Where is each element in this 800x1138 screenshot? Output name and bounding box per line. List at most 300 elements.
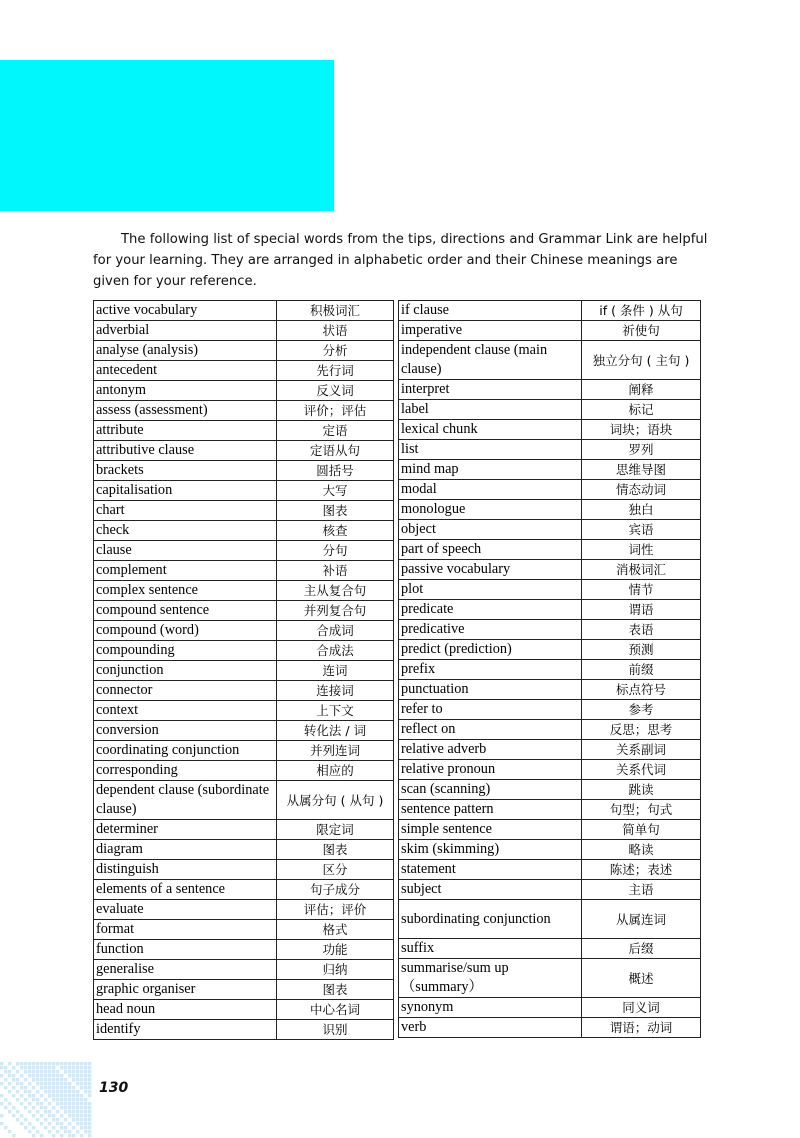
pixel-square [32,1062,35,1065]
table-row [94,661,394,681]
pixel-square [28,1074,31,1077]
table-row [94,960,394,980]
pixel-square [24,1062,27,1065]
term-chinese: 补语 [277,561,394,581]
pixel-square [0,1102,3,1105]
table-row [94,701,394,721]
pixel-square [88,1110,91,1113]
table-row [399,460,701,480]
pixel-square [20,1102,23,1105]
term-chinese: 阐释 [582,380,701,400]
pixel-square [44,1074,47,1077]
pixel-square [12,1114,15,1117]
pixel-square [76,1130,79,1133]
pixel-square [76,1094,79,1097]
pixel-square [76,1102,79,1105]
pixel-square [76,1106,79,1109]
term-chinese: 限定词 [277,820,394,840]
pixel-square [76,1098,79,1101]
pixel-square [12,1078,15,1081]
pixel-square [48,1130,51,1133]
term-chinese: 标记 [582,400,701,420]
pixel-square [56,1110,59,1113]
table-row [94,781,394,820]
pixel-square [0,1082,3,1085]
pixel-square [24,1090,27,1093]
pixel-square [68,1062,71,1065]
pixel-square [76,1118,79,1121]
pixel-square [44,1086,47,1089]
term-english: interpret [399,380,582,400]
term-chinese: 分句 [277,541,394,561]
term-english: complement [94,561,277,581]
table-row [94,860,394,880]
pixel-square [64,1130,67,1133]
pixel-square [84,1074,87,1077]
table-row [399,560,701,580]
term-chinese: 连词 [277,661,394,681]
pixel-square [88,1130,91,1133]
pixel-square [84,1070,87,1073]
term-english: adverbial [94,321,277,341]
pixel-square [52,1062,55,1065]
pixel-square [12,1106,15,1109]
term-english: summarise/sum up （summary） [399,959,582,998]
term-chinese: 概述 [582,959,701,998]
pixel-square [36,1062,39,1065]
pixel-square [0,1122,3,1125]
pixel-square [40,1070,43,1073]
pixel-square [76,1110,79,1113]
pixel-square [16,1098,19,1101]
term-english: elements of a sentence [94,880,277,900]
table-row [94,880,394,900]
pixel-square [64,1118,67,1121]
pixel-square [84,1126,87,1129]
term-chinese: 功能 [277,940,394,960]
pixel-square [88,1094,91,1097]
pixel-square [68,1070,71,1073]
pixel-square [40,1082,43,1085]
pixel-square [56,1078,59,1081]
pixel-square [68,1098,71,1101]
table-row [94,401,394,421]
term-chinese: 预测 [582,640,701,660]
intro-text: The following list of special words from the tips, directions and Grammar Link are helpful for your learning. They are arranged in alphabetic order and their Chinese meanings are given for your reference. [93,232,708,289]
pixel-square [16,1082,19,1085]
pixel-square [72,1074,75,1077]
table-row [94,761,394,781]
term-chinese: 图表 [277,840,394,860]
pixel-square [44,1078,47,1081]
pixel-square [44,1062,47,1065]
pixel-square [0,1062,3,1065]
table-row [399,820,701,840]
term-english: context [94,701,277,721]
term-chinese: 从属分句 ( 从句 ) [277,781,394,820]
pixel-square [88,1078,91,1081]
table-row [399,400,701,420]
term-english: compounding [94,641,277,661]
pixel-square [88,1090,91,1093]
term-english: independent clause (main clause) [399,341,582,380]
term-english: generalise [94,960,277,980]
pixel-square [28,1082,31,1085]
pixel-square [84,1086,87,1089]
pixel-square [72,1118,75,1121]
pixel-square [72,1102,75,1105]
term-english: active vocabulary [94,301,277,321]
pixel-square [60,1090,63,1093]
term-english: diagram [94,840,277,860]
term-chinese: 先行词 [277,361,394,381]
table-row [399,640,701,660]
pixel-square [88,1114,91,1117]
table-row [399,660,701,680]
pixel-square [44,1106,47,1109]
term-english: suffix [399,939,582,959]
pixel-square [64,1090,67,1093]
pixel-square [72,1094,75,1097]
table-row [399,900,701,939]
pixel-square [60,1126,63,1129]
term-chinese: 同义词 [582,998,701,1018]
term-chinese: 图表 [277,501,394,521]
pixel-square [72,1066,75,1069]
pixel-pattern-decoration [0,1062,92,1138]
pixel-square [44,1090,47,1093]
pixel-square [52,1082,55,1085]
pixel-square [56,1094,59,1097]
table-row [94,641,394,661]
pixel-square [76,1090,79,1093]
table-row [399,680,701,700]
term-english: graphic organiser [94,980,277,1000]
pixel-square [24,1070,27,1073]
pixel-square [76,1062,79,1065]
table-row [94,441,394,461]
pixel-square [88,1062,91,1065]
table-row [399,480,701,500]
pixel-square [28,1130,31,1133]
table-row [94,561,394,581]
term-english: brackets [94,461,277,481]
table-row [399,420,701,440]
pixel-square [4,1126,7,1129]
table-row [94,541,394,561]
pixel-square [32,1070,35,1073]
pixel-square [16,1078,19,1081]
pixel-square [24,1086,27,1089]
pixel-square [8,1110,11,1113]
pixel-square [72,1062,75,1065]
term-english: subordinating conjunction [399,900,582,939]
pixel-square [24,1118,27,1121]
pixel-square [76,1114,79,1117]
term-english: determiner [94,820,277,840]
pixel-square [8,1130,11,1133]
pixel-square [88,1106,91,1109]
term-chinese: 主从复合句 [277,581,394,601]
term-english: assess (assessment) [94,401,277,421]
pixel-square [56,1102,59,1105]
term-english: verb [399,1018,582,1038]
pixel-square [60,1086,63,1089]
table-row [94,521,394,541]
table-row [94,940,394,960]
pixel-square [60,1098,63,1101]
table-row [94,421,394,441]
pixel-square [52,1090,55,1093]
pixel-square [72,1106,75,1109]
term-english: reflect on [399,720,582,740]
table-row [94,721,394,741]
pixel-square [64,1066,67,1069]
pixel-square [60,1102,63,1105]
term-chinese: 合成法 [277,641,394,661]
term-chinese: 核查 [277,521,394,541]
pixel-square [88,1126,91,1129]
pixel-square [88,1070,91,1073]
table-row [399,540,701,560]
pixel-square [72,1134,75,1137]
pixel-square [36,1110,39,1113]
pixel-square [4,1070,7,1073]
term-chinese: 简单句 [582,820,701,840]
pixel-square [40,1062,43,1065]
table-row [94,501,394,521]
term-english: chart [94,501,277,521]
pixel-square [76,1122,79,1125]
pixel-square [68,1110,71,1113]
term-chinese: 评价；评估 [277,401,394,421]
pixel-square [88,1118,91,1121]
pixel-square [80,1066,83,1069]
term-chinese: 谓语；动词 [582,1018,701,1038]
pixel-square [48,1122,51,1125]
term-english: format [94,920,277,940]
pixel-square [4,1078,7,1081]
term-english: modal [399,480,582,500]
pixel-square [72,1070,75,1073]
term-chinese: 关系副词 [582,740,701,760]
pixel-square [52,1086,55,1089]
pixel-square [16,1070,19,1073]
pixel-square [20,1074,23,1077]
term-english: function [94,940,277,960]
term-english: synonym [399,998,582,1018]
term-chinese: 祈使句 [582,321,701,341]
pixel-square [16,1110,19,1113]
pixel-square [48,1078,51,1081]
vocabulary-table-left [93,300,394,1040]
term-chinese: 圆括号 [277,461,394,481]
term-chinese: 罗列 [582,440,701,460]
pixel-square [36,1102,39,1105]
term-english: statement [399,860,582,880]
pixel-square [68,1082,71,1085]
term-english: simple sentence [399,820,582,840]
term-chinese: 独立分句 ( 主句 ) [582,341,701,380]
pixel-square [48,1066,51,1069]
term-english: relative pronoun [399,760,582,780]
term-chinese: 并列连词 [277,741,394,761]
pixel-square [32,1114,35,1117]
pixel-square [52,1134,55,1137]
pixel-square [60,1134,63,1137]
table-row [399,860,701,880]
term-chinese: 转化法 / 词 [277,721,394,741]
pixel-square [28,1062,31,1065]
pixel-square [12,1094,15,1097]
term-chinese: 句型；句式 [582,800,701,820]
term-chinese: if ( 条件 ) 从句 [582,301,701,321]
table-row [94,461,394,481]
term-chinese: 谓语 [582,600,701,620]
pixel-square [32,1134,35,1137]
pixel-square [20,1062,23,1065]
pixel-square [72,1110,75,1113]
pixel-square [32,1086,35,1089]
pixel-square [48,1090,51,1093]
table-row [399,700,701,720]
pixel-square [80,1114,83,1117]
table-row [399,321,701,341]
pixel-square [68,1086,71,1089]
table-row [399,620,701,640]
table-row [399,380,701,400]
term-chinese: 分析 [277,341,394,361]
pixel-square [64,1102,67,1105]
pixel-square [40,1074,43,1077]
pixel-square [0,1114,3,1117]
pixel-square [44,1110,47,1113]
term-english: punctuation [399,680,582,700]
table-row [94,900,394,920]
pixel-square [84,1078,87,1081]
term-chinese: 情节 [582,580,701,600]
term-english: antonym [94,381,277,401]
pixel-square [8,1090,11,1093]
pixel-square [48,1114,51,1117]
pixel-square [48,1102,51,1105]
term-chinese: 参考 [582,700,701,720]
pixel-square [36,1090,39,1093]
pixel-square [40,1106,43,1109]
pixel-square [44,1082,47,1085]
pixel-square [76,1070,79,1073]
pixel-square [36,1074,39,1077]
term-chinese: 相应的 [277,761,394,781]
pixel-square [84,1130,87,1133]
pixel-square [80,1118,83,1121]
table-row [94,1020,394,1040]
table-row [94,481,394,501]
table-row [399,740,701,760]
pixel-square [44,1126,47,1129]
pixel-square [80,1102,83,1105]
pixel-square [40,1114,43,1117]
pixel-square [40,1102,43,1105]
pixel-square [56,1086,59,1089]
term-chinese: 从属连词 [582,900,701,939]
term-chinese: 积极词汇 [277,301,394,321]
pixel-square [80,1126,83,1129]
pixel-square [0,1074,3,1077]
pixel-square [68,1074,71,1077]
table-row [94,840,394,860]
pixel-square [16,1062,19,1065]
term-english: refer to [399,700,582,720]
term-chinese: 图表 [277,980,394,1000]
table-row [94,581,394,601]
term-english: part of speech [399,540,582,560]
table-row [399,500,701,520]
pixel-square [76,1074,79,1077]
vocabulary-table-left-body [94,301,394,1040]
term-chinese: 宾语 [582,520,701,540]
pixel-square [28,1070,31,1073]
term-chinese: 合成词 [277,621,394,641]
pixel-square [80,1082,83,1085]
pixel-square [8,1082,11,1085]
pixel-square [8,1070,11,1073]
term-english: analyse (analysis) [94,341,277,361]
pixel-square [64,1110,67,1113]
pixel-square [52,1126,55,1129]
pixel-square [24,1126,27,1129]
pixel-square [56,1122,59,1125]
table-row [399,840,701,860]
pixel-square [68,1094,71,1097]
table-row [399,780,701,800]
table-row [94,621,394,641]
pixel-square [4,1086,7,1089]
term-english: complex sentence [94,581,277,601]
table-row [94,341,394,361]
pixel-square [48,1110,51,1113]
table-row [399,301,701,321]
table-row [94,301,394,321]
pixel-square [60,1082,63,1085]
term-chinese: 陈述；表述 [582,860,701,880]
pixel-square [8,1074,11,1077]
pixel-square [24,1066,27,1069]
pixel-square [56,1074,59,1077]
pixel-square [64,1082,67,1085]
table-row [94,980,394,1000]
term-chinese: 上下文 [277,701,394,721]
pixel-square [88,1074,91,1077]
term-chinese: 前缀 [582,660,701,680]
term-english: conversion [94,721,277,741]
pixel-square [8,1062,11,1065]
pixel-square [32,1094,35,1097]
pixel-square [64,1098,67,1101]
term-chinese: 定语从句 [277,441,394,461]
pixel-square [72,1086,75,1089]
pixel-square [24,1098,27,1101]
term-english: predict (prediction) [399,640,582,660]
term-english: subject [399,880,582,900]
pixel-square [32,1126,35,1129]
pixel-square [56,1082,59,1085]
pixel-square [12,1134,15,1137]
pixel-square [80,1110,83,1113]
pixel-square [24,1078,27,1081]
table-row [399,939,701,959]
term-english: identify [94,1020,277,1040]
